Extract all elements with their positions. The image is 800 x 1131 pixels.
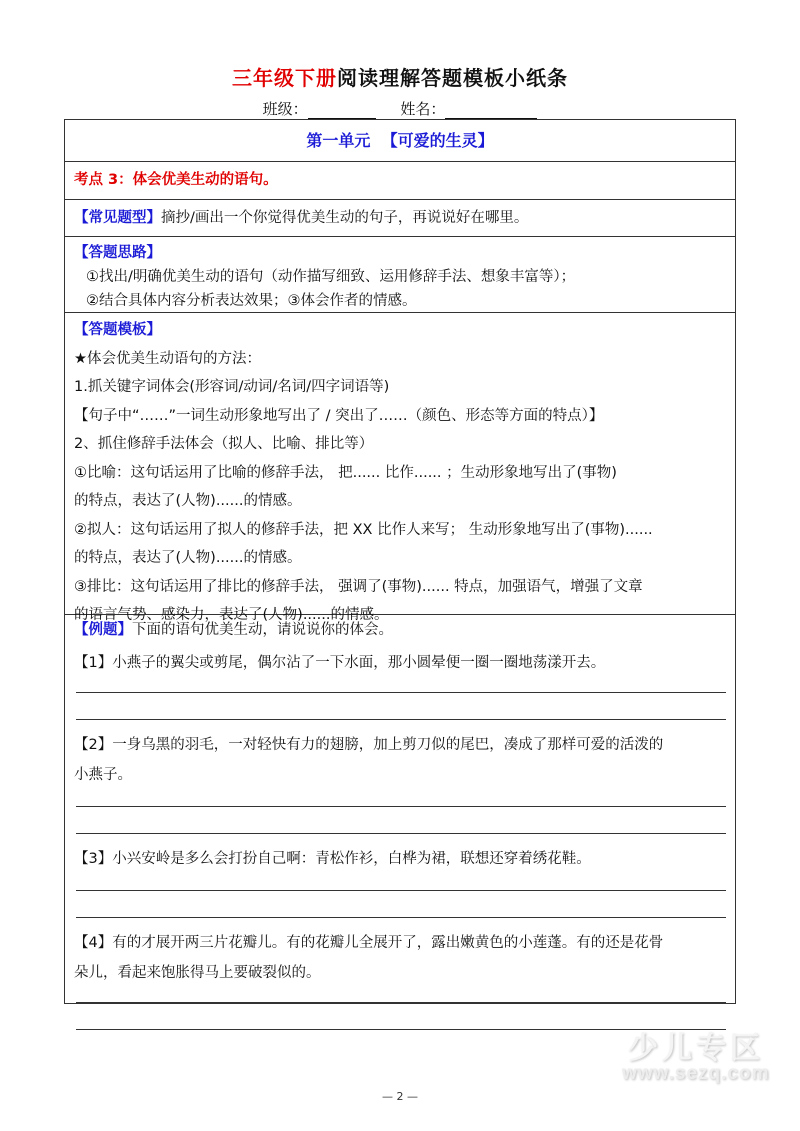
examples-tag: 【例题】: [74, 622, 132, 638]
page-title: [0, 62, 800, 91]
name-label: 姓名：: [400, 100, 446, 118]
answer-line[interactable]: [76, 692, 726, 693]
example-2: [74, 730, 726, 834]
template-line: 的特点，表达了(人物)......的情感。: [74, 550, 302, 566]
page-number: — 2 —: [382, 1090, 418, 1103]
approach-line: ②结合具体内容分析表达效果；③体会作者的情感。: [86, 293, 417, 309]
student-info: [0, 98, 800, 119]
class-label: 班级：: [262, 100, 308, 118]
title-rest: 阅读理解答题模板小纸条: [337, 66, 568, 90]
example-1: [74, 648, 726, 720]
answer-line[interactable]: [76, 890, 726, 891]
examples-intro: 下面的语句优美生动，请说说你的体会。: [132, 622, 393, 638]
common-question-text: 摘抄/画出一个你觉得优美生动的句子，再说说好在哪里。: [161, 210, 529, 226]
watermark-url: www.sezq.com: [622, 1063, 770, 1084]
answer-line[interactable]: [76, 917, 726, 918]
example-line: 【4】有的才展开两三片花瓣儿。有的花瓣儿全展开了，露出嫩黄色的小莲蓬。有的还是花骨: [74, 935, 664, 951]
template-line: 【句子中“……”一词生动形象地写出了 / 突出了……（颜色、形态等方面的特点）】: [74, 407, 604, 424]
example-line: 【1】小燕子的翼尖或剪尾，偶尔沾了一下水面，那小圆晕便一圈一圈地荡漾开去。: [74, 655, 606, 671]
examples-section: [65, 615, 735, 1030]
kaodian: 考点 3：体会优美生动的语句。: [65, 162, 735, 200]
template-line: ★体会优美生动语句的方法：: [74, 350, 261, 367]
class-blank: [308, 104, 376, 119]
name-blank: [445, 104, 537, 119]
template-line: ②拟人：这句话运用了拟人的修辞手法，把 XX 比作人来写； 生动形象地写出了(事物)......: [74, 521, 653, 538]
worksheet-frame: [64, 119, 736, 1004]
unit-heading: 第一单元 【可爱的生灵】: [65, 120, 735, 162]
answer-line[interactable]: [76, 833, 726, 834]
answer-line[interactable]: [76, 806, 726, 807]
template-line: 的特点，表达了(人物)......的情感。: [74, 493, 302, 509]
template-line: ①比喻：这句话运用了比喻的修辞手法， 把...... 比作...... ；生动形象地写出了(事物): [74, 464, 617, 481]
common-question-tag: 【常见题型】: [74, 210, 161, 226]
watermark-logo: 少儿专区: [628, 1031, 764, 1066]
common-question-type: [65, 200, 735, 237]
template-tag: 【答题模板】: [74, 322, 161, 338]
template-line: 1.抓关键字词体会(形容词/动词/名词/四字词语等): [74, 379, 390, 395]
approach-line: ①找出/明确优美生动的语句（动作描写细致、运用修辞手法、想象丰富等）；: [86, 269, 576, 285]
template-line: ③排比：这句话运用了排比的修辞手法， 强调了(事物)...... 特点，加强语气，增强了文章: [74, 578, 643, 595]
template-line: 2、抓住修辞手法体会（拟人、比喻、排比等）: [74, 436, 374, 452]
answer-line[interactable]: [76, 719, 726, 720]
example-4: [74, 928, 726, 1030]
example-line: 朵儿，看起来饱胀得马上要破裂似的。: [74, 965, 321, 981]
answer-template: [65, 313, 735, 623]
example-line: 【2】一身乌黑的羽毛，一对轻快有力的翅膀，加上剪刀似的尾巴，凑成了那样可爱的活泼的: [74, 737, 664, 753]
example-3: [74, 844, 726, 918]
answer-line[interactable]: [76, 1002, 726, 1003]
example-line: 【3】小兴安岭是多么会打扮自己啊：青松作衫，白桦为裙，联想还穿着绣花鞋。: [74, 851, 591, 867]
title-grade: 三年级下册: [232, 66, 337, 90]
template-line: 的语言气势、感染力，表达了(人物)......的情感。: [74, 607, 389, 623]
approach-tag: 【答题思路】: [74, 245, 161, 261]
answer-approach: [65, 237, 735, 313]
example-line: 小燕子。: [74, 767, 132, 783]
